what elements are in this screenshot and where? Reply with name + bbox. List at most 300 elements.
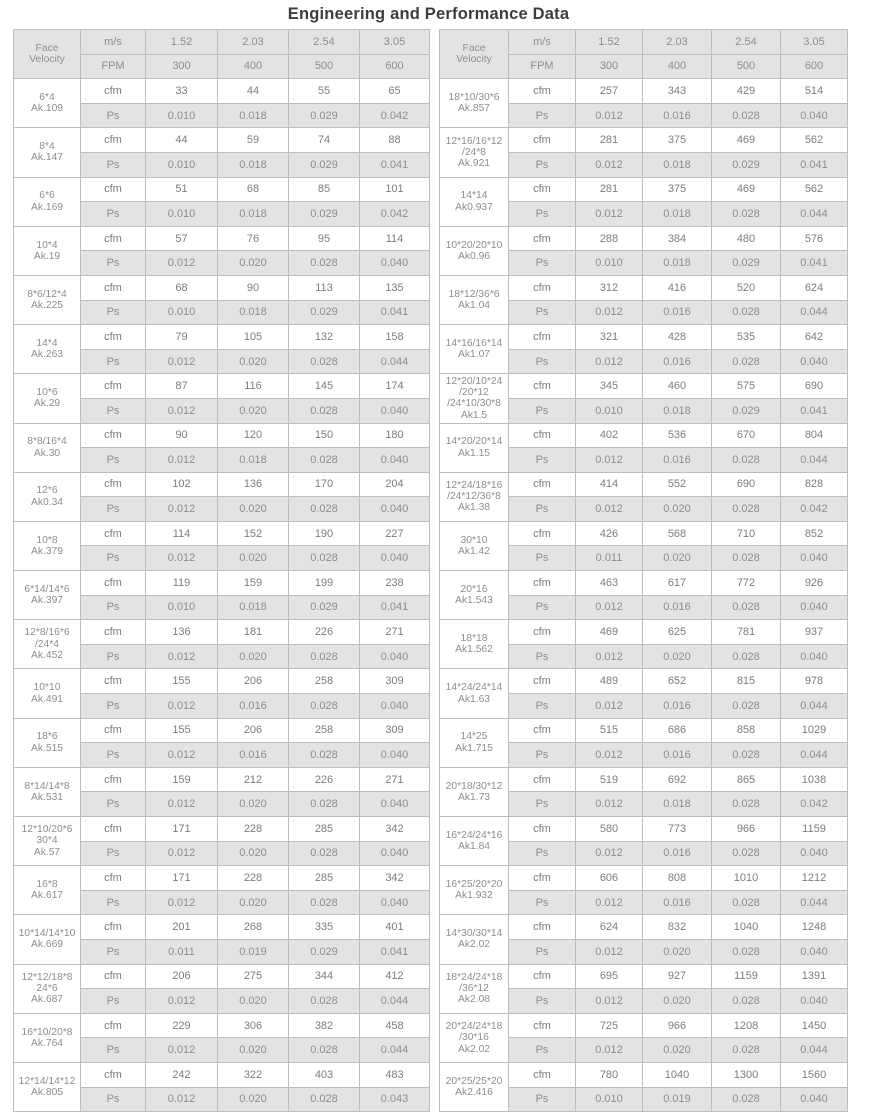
ps-value-cell: 0.040 xyxy=(781,644,848,669)
cfm-value-cell: 927 xyxy=(643,964,712,989)
ps-unit-cell: Ps xyxy=(509,103,576,128)
cfm-unit-cell: cfm xyxy=(81,915,146,940)
size-label-line: Ak.764 xyxy=(30,1037,64,1049)
ps-value-cell: 0.028 xyxy=(712,546,781,571)
cfm-value-cell: 576 xyxy=(781,226,848,251)
cfm-value-cell: 375 xyxy=(643,128,712,153)
face-velocity-header xyxy=(440,30,509,79)
cfm-value-cell: 865 xyxy=(712,767,781,792)
size-label-line: 8*6/12*4 xyxy=(27,288,67,300)
cfm-value-cell: 624 xyxy=(576,915,643,940)
cfm-value-cell: 344 xyxy=(289,964,360,989)
cfm-unit-cell: cfm xyxy=(509,718,576,743)
ms-value-cell: 3.05 xyxy=(781,30,848,55)
ps-value-cell: 0.012 xyxy=(146,792,218,817)
ps-value-cell: 0.028 xyxy=(712,349,781,374)
cfm-value-cell: 966 xyxy=(712,817,781,842)
ps-value-cell: 0.028 xyxy=(712,448,781,473)
ps-value-cell: 0.018 xyxy=(643,202,712,227)
size-label-line: Ak.491 xyxy=(30,693,64,705)
size-label-line: Ak.169 xyxy=(30,201,64,213)
ps-unit-cell: Ps xyxy=(509,349,576,374)
ps-value-cell: 0.012 xyxy=(576,103,643,128)
size-label-cell xyxy=(14,1013,81,1062)
ps-value-cell: 0.012 xyxy=(146,448,218,473)
cfm-value-cell: 480 xyxy=(712,226,781,251)
cfm-value-cell: 155 xyxy=(146,669,218,694)
cfm-unit-cell: cfm xyxy=(81,718,146,743)
cfm-value-cell: 429 xyxy=(712,79,781,104)
ps-value-cell: 0.016 xyxy=(643,743,712,768)
cfm-value-cell: 1010 xyxy=(712,866,781,891)
cfm-value-cell: 321 xyxy=(576,325,643,350)
ps-value-cell: 0.028 xyxy=(289,398,360,423)
ps-value-cell: 0.012 xyxy=(576,300,643,325)
ps-value-cell: 0.040 xyxy=(360,497,430,522)
cfm-value-cell: 150 xyxy=(289,423,360,448)
size-label-line: 14*16/16*14 xyxy=(445,337,503,349)
size-label-cell xyxy=(440,620,509,669)
cfm-unit-cell: cfm xyxy=(509,128,576,153)
cfm-value-cell: 155 xyxy=(146,718,218,743)
size-label-line: 12*8/16*6 xyxy=(24,627,70,639)
cfm-value-cell: 136 xyxy=(218,472,289,497)
cfm-value-cell: 670 xyxy=(712,423,781,448)
cfm-value-cell: 686 xyxy=(643,718,712,743)
ps-value-cell: 0.019 xyxy=(218,939,289,964)
cfm-value-cell: 145 xyxy=(289,374,360,399)
size-label-cell xyxy=(14,226,81,275)
size-label-cell xyxy=(440,325,509,374)
fpm-value-cell: 300 xyxy=(146,54,218,79)
cfm-value-cell: 1038 xyxy=(781,767,848,792)
ps-unit-cell: Ps xyxy=(81,349,146,374)
ps-value-cell: 0.012 xyxy=(146,349,218,374)
cfm-value-cell: 312 xyxy=(576,275,643,300)
size-label-line: 30*4 xyxy=(36,835,58,847)
face-velocity-line: Face xyxy=(462,42,486,54)
size-label-line: /24*8 xyxy=(461,146,487,158)
ps-value-cell: 0.029 xyxy=(289,939,360,964)
ps-value-cell: 0.041 xyxy=(781,152,848,177)
ps-unit-cell: Ps xyxy=(81,644,146,669)
ps-value-cell: 0.012 xyxy=(576,349,643,374)
ps-value-cell: 0.044 xyxy=(360,1038,430,1063)
cfm-unit-cell: cfm xyxy=(509,817,576,842)
ps-value-cell: 0.012 xyxy=(576,644,643,669)
size-label-cell xyxy=(440,669,509,718)
size-label-line: 16*8 xyxy=(36,878,58,890)
ps-unit-cell: Ps xyxy=(509,792,576,817)
cfm-unit-cell: cfm xyxy=(81,866,146,891)
ps-value-cell: 0.012 xyxy=(576,595,643,620)
ps-unit-cell: Ps xyxy=(81,743,146,768)
size-label-line: 8*14/14*8 xyxy=(24,780,70,792)
size-label-cell xyxy=(440,1062,509,1111)
size-label-line: Ak2.08 xyxy=(457,994,491,1006)
ps-unit-cell: Ps xyxy=(509,939,576,964)
ps-value-cell: 0.028 xyxy=(712,497,781,522)
size-label-line: 12*14/14*12 xyxy=(18,1075,76,1087)
cfm-value-cell: 460 xyxy=(643,374,712,399)
ps-value-cell: 0.012 xyxy=(146,989,218,1014)
ps-unit-cell: Ps xyxy=(509,300,576,325)
cfm-value-cell: 159 xyxy=(146,767,218,792)
cfm-value-cell: 1300 xyxy=(712,1062,781,1087)
ps-value-cell: 0.020 xyxy=(218,546,289,571)
ps-value-cell: 0.042 xyxy=(781,497,848,522)
cfm-value-cell: 206 xyxy=(146,964,218,989)
cfm-value-cell: 152 xyxy=(218,521,289,546)
ps-value-cell: 0.020 xyxy=(643,1038,712,1063)
ps-unit-cell: Ps xyxy=(81,1087,146,1112)
cfm-value-cell: 642 xyxy=(781,325,848,350)
ps-value-cell: 0.018 xyxy=(643,398,712,423)
ps-value-cell: 0.018 xyxy=(643,792,712,817)
cfm-unit-cell: cfm xyxy=(81,423,146,448)
size-label-cell xyxy=(440,767,509,816)
cfm-value-cell: 773 xyxy=(643,817,712,842)
size-label-cell xyxy=(440,915,509,964)
cfm-value-cell: 170 xyxy=(289,472,360,497)
cfm-value-cell: 114 xyxy=(146,521,218,546)
cfm-value-cell: 102 xyxy=(146,472,218,497)
cfm-value-cell: 375 xyxy=(643,177,712,202)
ms-unit-cell: m/s xyxy=(81,30,146,55)
ps-value-cell: 0.041 xyxy=(360,939,430,964)
size-label-line: 12*16/16*12 xyxy=(445,135,503,147)
ps-unit-cell: Ps xyxy=(509,448,576,473)
ps-unit-cell: Ps xyxy=(509,497,576,522)
cfm-value-cell: 489 xyxy=(576,669,643,694)
cfm-unit-cell: cfm xyxy=(509,1062,576,1087)
ps-value-cell: 0.028 xyxy=(289,989,360,1014)
cfm-value-cell: 1029 xyxy=(781,718,848,743)
size-label-line: Ak.397 xyxy=(30,595,64,607)
ps-unit-cell: Ps xyxy=(509,251,576,276)
ps-value-cell: 0.016 xyxy=(643,595,712,620)
ms-value-cell: 1.52 xyxy=(146,30,218,55)
size-label-line: Ak1.84 xyxy=(457,841,491,853)
face-velocity-line: Face xyxy=(35,42,59,54)
size-label-cell xyxy=(14,128,81,177)
cfm-value-cell: 114 xyxy=(360,226,430,251)
ps-value-cell: 0.040 xyxy=(781,595,848,620)
ps-value-cell: 0.029 xyxy=(712,398,781,423)
size-label-line: Ak2.02 xyxy=(457,939,491,951)
ps-value-cell: 0.012 xyxy=(576,152,643,177)
ps-value-cell: 0.028 xyxy=(712,202,781,227)
size-label-cell xyxy=(14,325,81,374)
cfm-unit-cell: cfm xyxy=(81,128,146,153)
size-label-cell xyxy=(14,718,81,767)
page-title: Engineering and Performance Data xyxy=(287,5,570,23)
ps-value-cell: 0.040 xyxy=(360,644,430,669)
cfm-value-cell: 1040 xyxy=(712,915,781,940)
size-label-line: 14*25 xyxy=(460,731,488,743)
cfm-value-cell: 342 xyxy=(360,866,430,891)
cfm-value-cell: 772 xyxy=(712,571,781,596)
size-label-cell xyxy=(14,1062,81,1111)
cfm-value-cell: 204 xyxy=(360,472,430,497)
ps-unit-cell: Ps xyxy=(81,694,146,719)
cfm-value-cell: 158 xyxy=(360,325,430,350)
cfm-value-cell: 306 xyxy=(218,1013,289,1038)
size-label-line: 14*4 xyxy=(36,337,58,349)
ps-value-cell: 0.012 xyxy=(576,989,643,1014)
cfm-value-cell: 226 xyxy=(289,767,360,792)
cfm-value-cell: 483 xyxy=(360,1062,430,1087)
size-label-line: 12*6 xyxy=(36,485,58,497)
cfm-value-cell: 562 xyxy=(781,128,848,153)
cfm-value-cell: 101 xyxy=(360,177,430,202)
ps-value-cell: 0.041 xyxy=(360,300,430,325)
cfm-value-cell: 428 xyxy=(643,325,712,350)
ps-value-cell: 0.012 xyxy=(146,546,218,571)
size-label-cell xyxy=(440,571,509,620)
size-label-line: 10*20/20*10 xyxy=(445,239,503,251)
size-label-line: 20*25/25*20 xyxy=(445,1075,503,1087)
ps-value-cell: 0.010 xyxy=(146,202,218,227)
size-label-cell xyxy=(440,964,509,1013)
ps-value-cell: 0.018 xyxy=(643,251,712,276)
size-label-line: /20*12 xyxy=(459,387,489,399)
cfm-value-cell: 575 xyxy=(712,374,781,399)
cfm-value-cell: 804 xyxy=(781,423,848,448)
cfm-value-cell: 580 xyxy=(576,817,643,842)
ps-value-cell: 0.012 xyxy=(576,743,643,768)
ps-value-cell: 0.040 xyxy=(781,103,848,128)
fpm-value-cell: 500 xyxy=(289,54,360,79)
size-label-line: Ak.29 xyxy=(33,398,61,410)
ps-unit-cell: Ps xyxy=(81,841,146,866)
cfm-value-cell: 458 xyxy=(360,1013,430,1038)
size-label-cell xyxy=(440,718,509,767)
size-label-line: Ak.57 xyxy=(33,846,61,858)
cfm-value-cell: 690 xyxy=(712,472,781,497)
cfm-value-cell: 695 xyxy=(576,964,643,989)
ps-value-cell: 0.040 xyxy=(781,1087,848,1112)
cfm-unit-cell: cfm xyxy=(81,1013,146,1038)
cfm-value-cell: 309 xyxy=(360,718,430,743)
ps-value-cell: 0.012 xyxy=(146,841,218,866)
cfm-value-cell: 285 xyxy=(289,817,360,842)
size-label-cell xyxy=(14,472,81,521)
size-label-line: 6*14/14*6 xyxy=(24,583,70,595)
cfm-value-cell: 257 xyxy=(576,79,643,104)
ps-value-cell: 0.020 xyxy=(218,1087,289,1112)
cfm-value-cell: 625 xyxy=(643,620,712,645)
ps-value-cell: 0.012 xyxy=(146,1087,218,1112)
cfm-value-cell: 95 xyxy=(289,226,360,251)
cfm-value-cell: 345 xyxy=(576,374,643,399)
ps-value-cell: 0.016 xyxy=(643,841,712,866)
ps-value-cell: 0.020 xyxy=(643,644,712,669)
cfm-unit-cell: cfm xyxy=(81,79,146,104)
fpm-value-cell: 400 xyxy=(218,54,289,79)
ps-value-cell: 0.042 xyxy=(360,202,430,227)
size-label-line: Ak.452 xyxy=(30,650,64,661)
ps-value-cell: 0.040 xyxy=(360,398,430,423)
ps-value-cell: 0.040 xyxy=(360,890,430,915)
cfm-value-cell: 51 xyxy=(146,177,218,202)
cfm-value-cell: 832 xyxy=(643,915,712,940)
cfm-value-cell: 171 xyxy=(146,866,218,891)
ps-value-cell: 0.040 xyxy=(360,251,430,276)
cfm-value-cell: 514 xyxy=(781,79,848,104)
ps-value-cell: 0.028 xyxy=(712,644,781,669)
size-label-line: /24*10/30*8 xyxy=(447,398,501,410)
cfm-value-cell: 852 xyxy=(781,521,848,546)
fpm-value-cell: 600 xyxy=(360,54,430,79)
size-label-line: Ak1.562 xyxy=(455,644,493,656)
cfm-unit-cell: cfm xyxy=(81,571,146,596)
size-label-line: 12*24/18*16 xyxy=(445,479,503,491)
cfm-unit-cell: cfm xyxy=(81,521,146,546)
cfm-value-cell: 535 xyxy=(712,325,781,350)
size-label-line: Ak.379 xyxy=(30,545,64,557)
ps-value-cell: 0.044 xyxy=(781,1038,848,1063)
cfm-value-cell: 281 xyxy=(576,128,643,153)
cfm-unit-cell: cfm xyxy=(509,964,576,989)
cfm-value-cell: 119 xyxy=(146,571,218,596)
ps-value-cell: 0.028 xyxy=(289,497,360,522)
cfm-unit-cell: cfm xyxy=(509,226,576,251)
size-label-line: 12*10/20*6 xyxy=(21,824,73,836)
ps-value-cell: 0.012 xyxy=(576,448,643,473)
ps-value-cell: 0.028 xyxy=(289,1087,360,1112)
cfm-value-cell: 226 xyxy=(289,620,360,645)
cfm-value-cell: 402 xyxy=(576,423,643,448)
ps-unit-cell: Ps xyxy=(509,398,576,423)
cfm-value-cell: 228 xyxy=(218,817,289,842)
ps-value-cell: 0.020 xyxy=(218,841,289,866)
cfm-value-cell: 135 xyxy=(360,275,430,300)
ps-value-cell: 0.016 xyxy=(643,448,712,473)
ps-value-cell: 0.040 xyxy=(781,989,848,1014)
size-label-line: Ak1.63 xyxy=(457,693,491,705)
cfm-value-cell: 271 xyxy=(360,767,430,792)
ps-value-cell: 0.044 xyxy=(781,300,848,325)
cfm-value-cell: 692 xyxy=(643,767,712,792)
cfm-value-cell: 536 xyxy=(643,423,712,448)
cfm-value-cell: 403 xyxy=(289,1062,360,1087)
cfm-unit-cell: cfm xyxy=(81,817,146,842)
fpm-value-cell: 300 xyxy=(576,54,643,79)
ps-value-cell: 0.028 xyxy=(289,644,360,669)
ps-unit-cell: Ps xyxy=(81,300,146,325)
cfm-value-cell: 281 xyxy=(576,177,643,202)
size-label-line: Ak1.932 xyxy=(455,890,493,902)
cfm-value-cell: 780 xyxy=(576,1062,643,1087)
ps-unit-cell: Ps xyxy=(509,202,576,227)
size-label-line: 14*30/30*14 xyxy=(445,928,503,940)
ps-value-cell: 0.028 xyxy=(289,1038,360,1063)
ps-value-cell: 0.020 xyxy=(218,349,289,374)
cfm-value-cell: 1159 xyxy=(781,817,848,842)
cfm-value-cell: 552 xyxy=(643,472,712,497)
cfm-value-cell: 201 xyxy=(146,915,218,940)
size-label-line: Ak.515 xyxy=(30,742,64,754)
cfm-value-cell: 159 xyxy=(218,571,289,596)
cfm-value-cell: 1248 xyxy=(781,915,848,940)
cfm-value-cell: 815 xyxy=(712,669,781,694)
size-label-cell xyxy=(440,128,509,177)
cfm-unit-cell: cfm xyxy=(509,325,576,350)
ps-unit-cell: Ps xyxy=(81,989,146,1014)
size-label-line: Ak1.715 xyxy=(455,742,493,754)
cfm-value-cell: 57 xyxy=(146,226,218,251)
ps-value-cell: 0.044 xyxy=(360,989,430,1014)
ps-unit-cell: Ps xyxy=(509,694,576,719)
ps-value-cell: 0.028 xyxy=(712,103,781,128)
size-label-line: Ak2.02 xyxy=(457,1043,491,1055)
cfm-unit-cell: cfm xyxy=(81,669,146,694)
cfm-value-cell: 74 xyxy=(289,128,360,153)
size-label-line: /24*4 xyxy=(34,638,60,650)
cfm-unit-cell: cfm xyxy=(509,571,576,596)
ps-unit-cell: Ps xyxy=(81,890,146,915)
ps-unit-cell: Ps xyxy=(81,1038,146,1063)
face-velocity-line: Velocity xyxy=(29,54,65,66)
ps-value-cell: 0.010 xyxy=(576,251,643,276)
size-label-line: 10*4 xyxy=(36,239,58,251)
ps-value-cell: 0.020 xyxy=(643,939,712,964)
fpm-value-cell: 400 xyxy=(643,54,712,79)
size-label-cell xyxy=(440,1013,509,1062)
cfm-value-cell: 87 xyxy=(146,374,218,399)
cfm-value-cell: 322 xyxy=(218,1062,289,1087)
ps-value-cell: 0.028 xyxy=(712,792,781,817)
size-label-line: Ak.263 xyxy=(30,349,64,361)
size-label-cell xyxy=(14,669,81,718)
ps-unit-cell: Ps xyxy=(509,890,576,915)
ps-value-cell: 0.040 xyxy=(781,939,848,964)
cfm-unit-cell: cfm xyxy=(509,423,576,448)
ps-value-cell: 0.028 xyxy=(712,1087,781,1112)
cfm-value-cell: 725 xyxy=(576,1013,643,1038)
ps-value-cell: 0.016 xyxy=(643,349,712,374)
ps-value-cell: 0.041 xyxy=(360,152,430,177)
ps-value-cell: 0.012 xyxy=(576,890,643,915)
cfm-value-cell: 617 xyxy=(643,571,712,596)
performance-table-right xyxy=(439,29,848,1112)
size-label-line: 14*14 xyxy=(460,190,488,202)
cfm-value-cell: 65 xyxy=(360,79,430,104)
cfm-value-cell: 469 xyxy=(576,620,643,645)
size-label-line: 16*25/20*20 xyxy=(445,878,503,890)
cfm-unit-cell: cfm xyxy=(509,177,576,202)
size-label-line: 12*12/18*8 xyxy=(21,971,73,983)
cfm-value-cell: 136 xyxy=(146,620,218,645)
cfm-value-cell: 342 xyxy=(360,817,430,842)
fpm-unit-cell: FPM xyxy=(509,54,576,79)
size-label-line: Ak.669 xyxy=(30,939,64,951)
cfm-unit-cell: cfm xyxy=(81,767,146,792)
cfm-value-cell: 206 xyxy=(218,669,289,694)
ps-value-cell: 0.012 xyxy=(146,743,218,768)
size-label-line: 18*18 xyxy=(460,633,488,645)
cfm-value-cell: 79 xyxy=(146,325,218,350)
ps-value-cell: 0.028 xyxy=(289,349,360,374)
cfm-unit-cell: cfm xyxy=(81,325,146,350)
cfm-value-cell: 120 xyxy=(218,423,289,448)
ps-value-cell: 0.010 xyxy=(146,300,218,325)
ps-value-cell: 0.020 xyxy=(218,989,289,1014)
cfm-value-cell: 1040 xyxy=(643,1062,712,1087)
cfm-value-cell: 171 xyxy=(146,817,218,842)
ps-value-cell: 0.028 xyxy=(712,1038,781,1063)
